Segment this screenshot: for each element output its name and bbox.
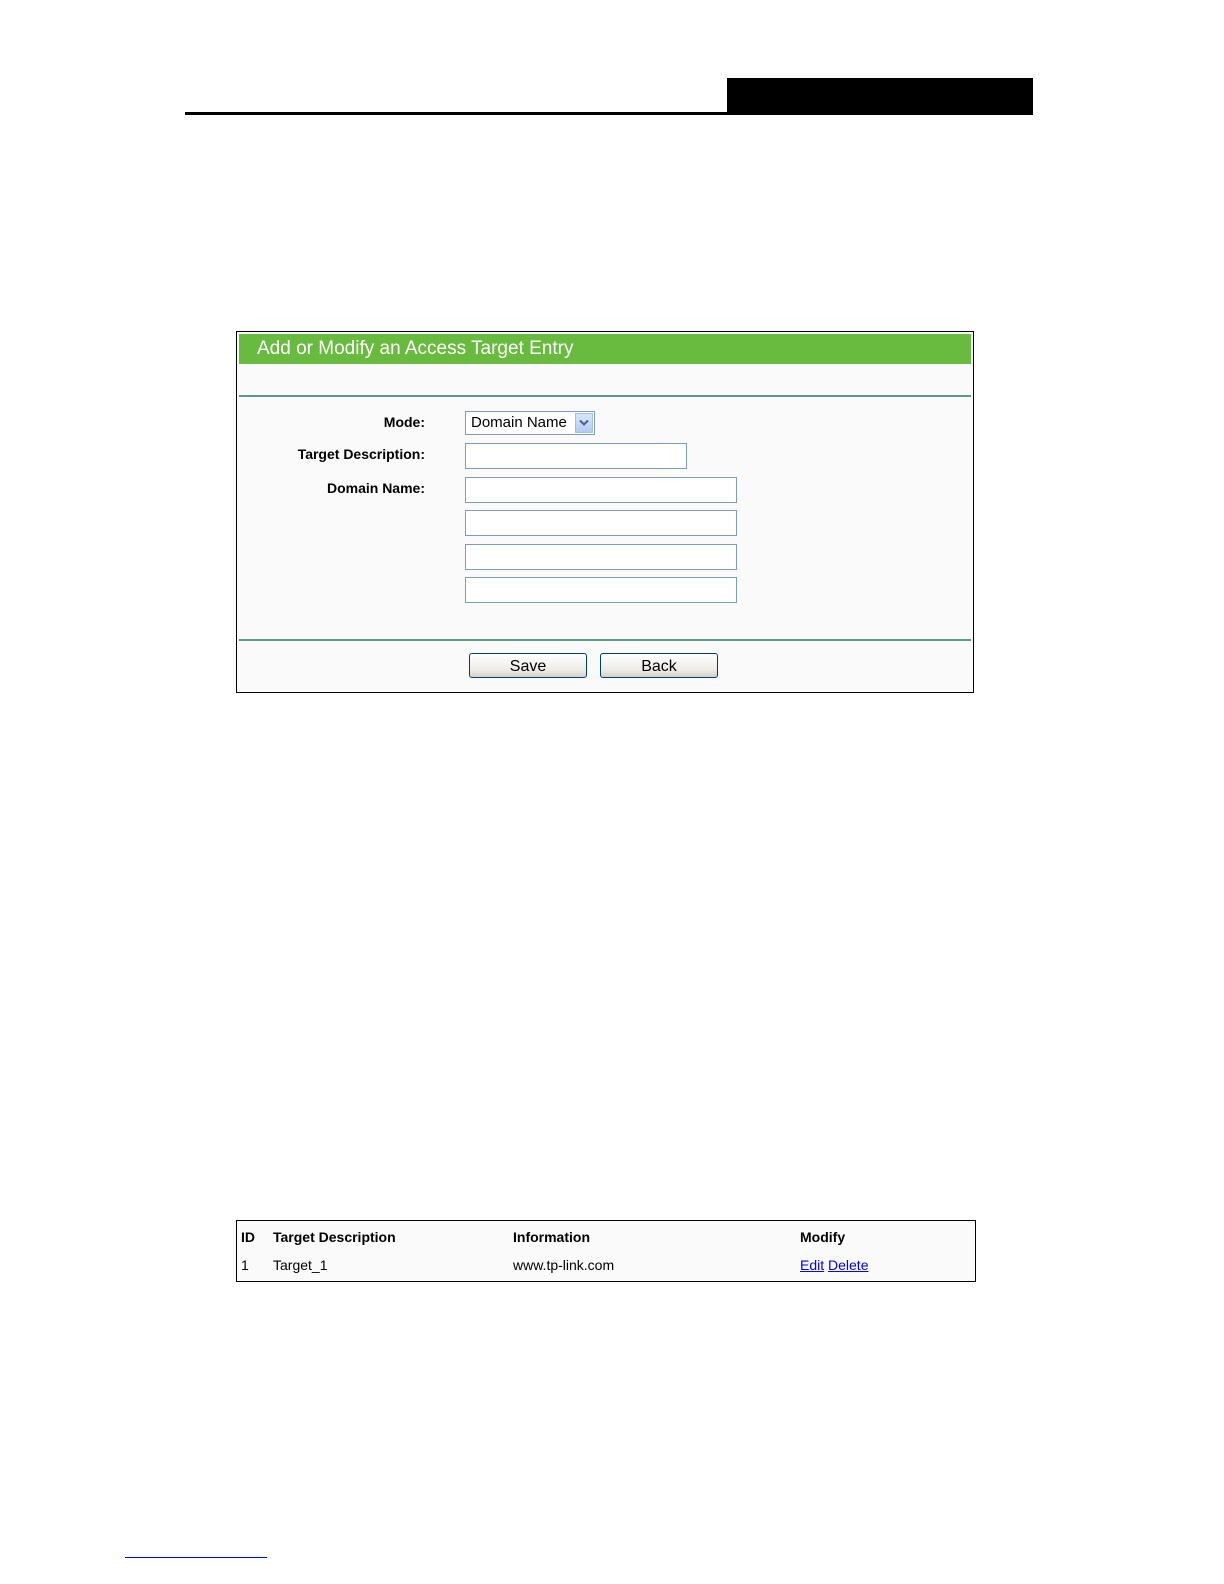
footer-link-underline: [125, 1557, 267, 1558]
mode-select-value: Domain Name: [471, 414, 567, 431]
target-description-label: Target Description:: [297, 446, 425, 462]
domain-name-input-3[interactable]: [465, 544, 737, 570]
domain-name-input-4[interactable]: [465, 577, 737, 603]
edit-link[interactable]: Edit: [800, 1257, 825, 1273]
save-button[interactable]: Save: [469, 653, 587, 678]
back-button[interactable]: Back: [600, 653, 718, 678]
mode-select[interactable]: [465, 411, 595, 435]
panel-title: Add or Modify an Access Target Entry: [239, 334, 971, 364]
cell-id: 1: [241, 1257, 249, 1273]
header-block: [727, 78, 1033, 115]
column-header-target-description: Target Description: [273, 1229, 396, 1245]
chevron-down-icon[interactable]: [575, 413, 593, 433]
access-target-table: [236, 1220, 976, 1282]
panel-separator-bottom: [239, 639, 971, 641]
panel-separator-top: [239, 395, 971, 397]
target-description-input[interactable]: [465, 443, 687, 469]
domain-name-input-2[interactable]: [465, 510, 737, 536]
column-header-id: ID: [241, 1229, 255, 1245]
access-target-panel: [236, 331, 974, 693]
delete-link[interactable]: Delete: [828, 1257, 869, 1273]
domain-name-label: Domain Name:: [326, 480, 425, 496]
mode-label: Mode:: [383, 414, 425, 430]
domain-name-input-1[interactable]: [465, 477, 737, 503]
cell-target-description: Target_1: [273, 1257, 328, 1273]
cell-information: www.tp-link.com: [513, 1257, 615, 1273]
column-header-information: Information: [513, 1229, 590, 1245]
column-header-modify: Modify: [800, 1229, 846, 1245]
